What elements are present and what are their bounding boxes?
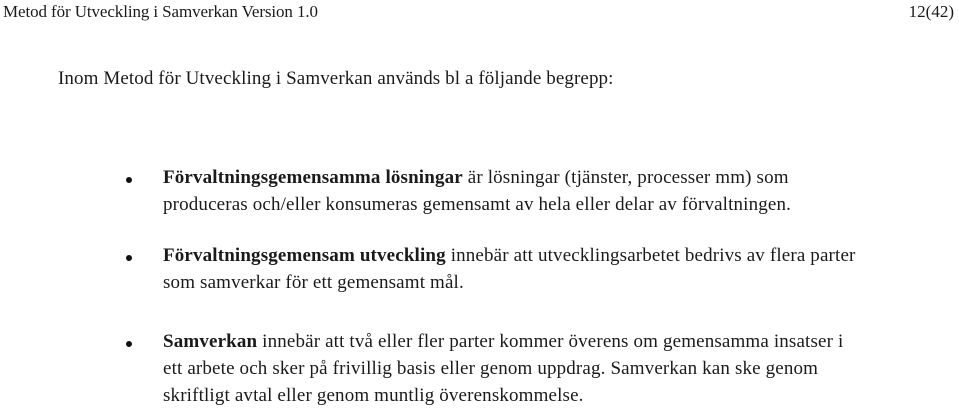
term-definition <box>163 328 863 409</box>
bullet-icon <box>126 177 132 183</box>
page-number: 12(42) <box>908 2 954 21</box>
definition-text: är lösningar (tjänster, processer mm) som produceras och/eller konsumeras gemensamt av hela eller delar av förvaltningen. <box>163 167 792 215</box>
document-title: Metod för Utveckling i Samverkan Version 1.0 <box>3 2 318 21</box>
term-label: Förvaltningsgemensamma lösningar <box>163 167 463 188</box>
bullet-icon <box>126 341 132 347</box>
term-definition <box>163 164 863 218</box>
intro-paragraph: Inom Metod för Utveckling i Samverkan används bl a följande begrepp: <box>58 68 614 89</box>
page-header <box>0 0 959 30</box>
definition-text: innebär att två eller fler parter kommer överens om gemensamma insatser i ett arbete och sker på frivillig basis eller genom uppdrag. Samverkan kan ske genom skriftligt avtal eller genom muntlig överenskommelse. <box>163 331 844 406</box>
term-label: Förvaltningsgemensam utveckling <box>163 245 446 266</box>
term-definition <box>163 242 863 296</box>
definition-text: innebär att utvecklingsarbetet bedrivs av flera parter som samverkar för ett gemensamt mål. <box>163 245 856 293</box>
bullet-icon <box>126 255 132 261</box>
term-label: Samverkan <box>163 331 258 352</box>
